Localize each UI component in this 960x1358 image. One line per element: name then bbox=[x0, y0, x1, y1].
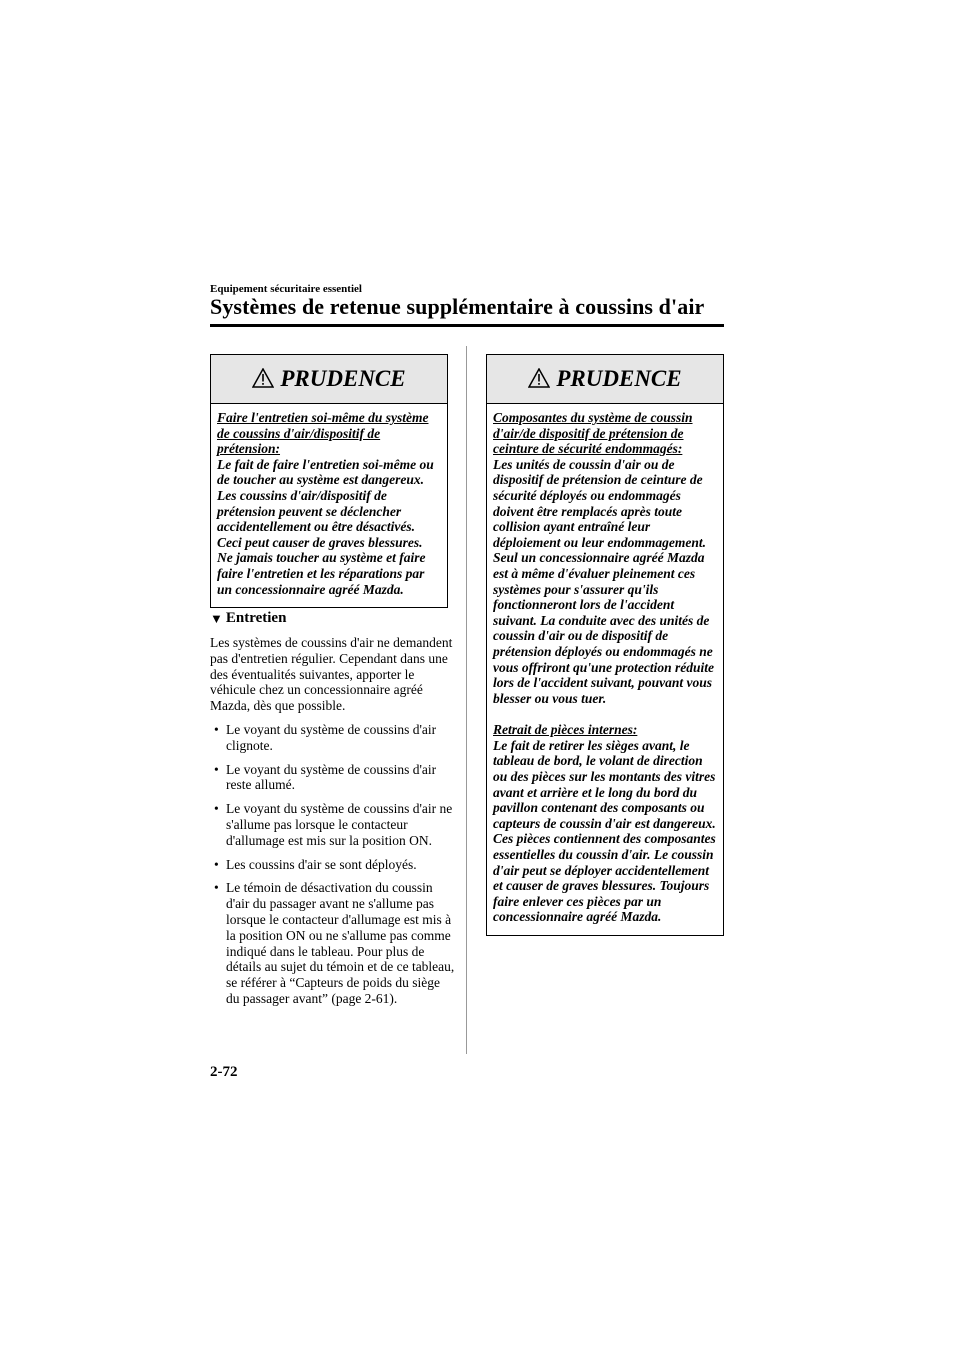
bullet-dot-icon: • bbox=[214, 801, 219, 817]
page-title: Systèmes de retenue supplémentaire à coussins d'air bbox=[210, 294, 705, 319]
column-divider bbox=[466, 346, 467, 1054]
list-item: • Le voyant du système de coussins d'air reste allumé. bbox=[214, 761, 437, 793]
caution-subtitle-left: Faire l'entretien soi-même du système de coussins d'air/dispositif de prétension: bbox=[217, 410, 429, 457]
triangle-down-icon: ▼ bbox=[210, 610, 223, 626]
caution-header-right bbox=[487, 355, 723, 404]
paragraph-gap bbox=[493, 706, 717, 722]
page-number: 2-72 bbox=[210, 1064, 238, 1080]
caution-subtitle-right-2: Retrait de pièces internes: bbox=[493, 722, 638, 738]
title-rule bbox=[210, 324, 724, 327]
list-item: • Le témoin de désactivation du coussin d'air du passager avant ne s'allume pas lorsque le contacteur d'allumage est mis à la position ON ou ne s'allume pas comme indiqué dans le tableau. Pour plus de détails au sujet du témoin et de ce tableau, se référer à “Capteurs de poids du siège du passager avant” (page 2-61). bbox=[214, 880, 455, 1006]
caution-box-right bbox=[486, 354, 724, 936]
caution-body-right bbox=[487, 404, 723, 935]
maintenance-heading bbox=[210, 610, 455, 627]
caution-text-right-2: Le fait de retirer les sièges avant, le tableau de bord, le volant de direction ou des pièces sur les montants des vitres avant et arrière et le long du bord du pavillon contenant des composants ou capteurs de coussin d'air est dangereux. Ces pièces contiennent des composantes essentielles du coussin d'air. Le coussin d'air peut se déployer accidentellement et causer de graves blessures. Toujours faire enlever ces pièces par un concessionnaire agréé Mazda. bbox=[493, 737, 716, 925]
bullet-dot-icon: • bbox=[214, 856, 219, 872]
caution-heading-left: PRUDENCE bbox=[280, 366, 406, 391]
warning-triangle-icon bbox=[528, 368, 550, 388]
maintenance-list bbox=[210, 722, 455, 1007]
caution-box-left bbox=[210, 354, 448, 608]
bullet-dot-icon: • bbox=[214, 880, 219, 896]
maintenance-section bbox=[210, 610, 455, 1015]
maintenance-heading-text: Entretien bbox=[225, 610, 287, 626]
caution-text-right-1: Les unités de coussin d'air ou de dispositif de prétension de ceinture de sécurité déployés ou endommagés doivent être remplacés après toute collision ayant entraîné leur déploiement ou leur endommagement. Seul un concessionnaire agréé Mazda est à même d'évaluer pleinement ces systèmes pour s'assurer qu'ils fonctionneront lors de l'accident suivant. La conduite avec des unités de coussin d'air ou de dispositif de prétension déployés ou endommagés ne vous offriront qu'une protection réduite lors de l'accident suivant, pouvant vous blesser ou vous tuer. bbox=[493, 456, 715, 706]
list-item: • Le voyant du système de coussins d'air clignote. bbox=[214, 721, 437, 753]
caution-heading-right: PRUDENCE bbox=[556, 366, 682, 391]
list-item: • Le voyant du système de coussins d'air ne s'allume pas lorsque le contacteur d'allumage est mis sur la position ON. bbox=[214, 801, 453, 848]
maintenance-intro: Les systèmes de coussins d'air ne demandent pas d'entretien régulier. Cependant dans une des éventualités suivantes, apporter le véhicule chez un concessionnaire agréé Mazda, dès que possible. bbox=[210, 635, 453, 714]
section-label: Equipement sécuritaire essentiel bbox=[210, 283, 362, 295]
caution-text-left: Le fait de faire l'entretien soi-même ou de toucher au système est dangereux. Les coussins d'air/dispositif de prétension peuvent se déclencher accidentellement ou être désactivés. Ceci peut causer de graves blessures. Ne jamais toucher au système et faire faire l'entretien et les réparations par un concessionnaire agréé Mazda. bbox=[217, 456, 434, 597]
bullet-dot-icon: • bbox=[214, 761, 219, 777]
caution-body-left bbox=[211, 404, 447, 607]
list-item: • Les coussins d'air se sont déployés. bbox=[214, 856, 417, 872]
bullet-dot-icon: • bbox=[214, 721, 219, 737]
warning-triangle-icon bbox=[252, 368, 274, 388]
caution-header-left bbox=[211, 355, 447, 404]
caution-subtitle-right-1: Composantes du système de coussin d'air/de dispositif de prétension de ceinture de sécurité endommagés: bbox=[493, 410, 693, 457]
